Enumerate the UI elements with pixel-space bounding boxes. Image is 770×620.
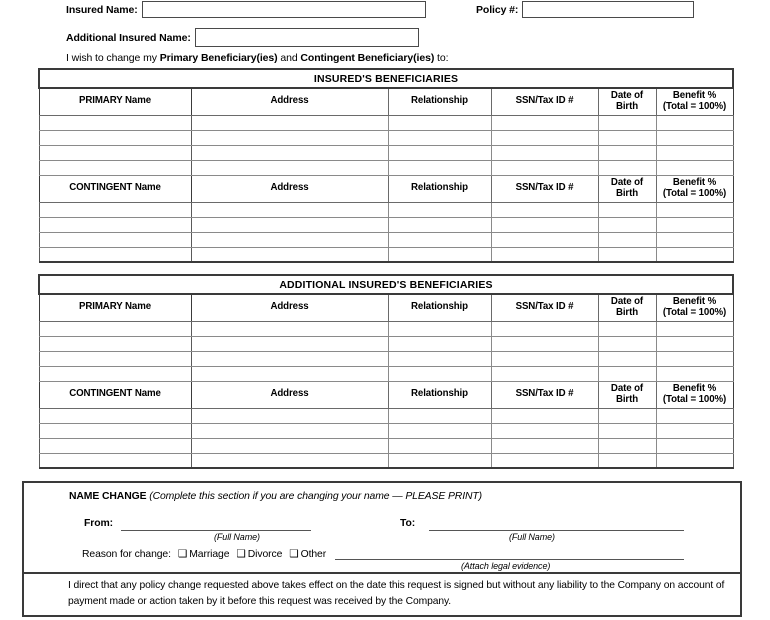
table-row bbox=[39, 366, 733, 381]
cell-relationship[interactable] bbox=[388, 351, 491, 366]
cell-dob[interactable] bbox=[598, 115, 656, 130]
intro-suffix: to: bbox=[434, 52, 449, 64]
cell-address[interactable] bbox=[191, 217, 388, 232]
cell-ssn[interactable] bbox=[491, 423, 598, 438]
cell-ssn[interactable] bbox=[491, 408, 598, 423]
insured-name-row bbox=[66, 1, 426, 18]
col-dob-line2: Birth bbox=[615, 393, 639, 405]
reason-for-change-row bbox=[82, 548, 326, 560]
cell-relationship[interactable] bbox=[388, 366, 491, 381]
col-benefit-percent bbox=[656, 294, 733, 321]
cell-relationship[interactable] bbox=[388, 145, 491, 160]
col-address: Address bbox=[191, 381, 388, 408]
col-benefit-line2: (Total = 100%) bbox=[662, 100, 727, 112]
table-row bbox=[39, 232, 733, 247]
to-full-name-caption: (Full Name) bbox=[509, 532, 555, 542]
cell-address[interactable] bbox=[191, 351, 388, 366]
reason-for-change-label: Reason for change: bbox=[82, 549, 171, 560]
col-dob-line1: Date of bbox=[610, 89, 644, 101]
cell-name[interactable] bbox=[39, 145, 191, 160]
col-ssn-tax-id: SSN/Tax ID # bbox=[491, 88, 598, 115]
name-change-instructions: (Complete this section if you are changing your name — PLEASE PRINT) bbox=[146, 491, 482, 502]
cell-name[interactable] bbox=[39, 366, 191, 381]
cell-relationship[interactable] bbox=[388, 232, 491, 247]
cell-dob[interactable] bbox=[598, 321, 656, 336]
cell-address[interactable] bbox=[191, 438, 388, 453]
cell-benefit[interactable] bbox=[656, 438, 733, 453]
cell-benefit[interactable] bbox=[656, 423, 733, 438]
cell-ssn[interactable] bbox=[491, 130, 598, 145]
cell-relationship[interactable] bbox=[388, 130, 491, 145]
cell-relationship[interactable] bbox=[388, 453, 491, 468]
cell-benefit[interactable] bbox=[656, 130, 733, 145]
cell-dob[interactable] bbox=[598, 247, 656, 262]
table-band-row bbox=[39, 69, 733, 88]
col-relationship: Relationship bbox=[388, 381, 491, 408]
policy-number-label: Policy #: bbox=[476, 3, 519, 16]
col-address: Address bbox=[191, 175, 388, 202]
col-dob-line1: Date of bbox=[610, 176, 644, 188]
attach-legal-evidence-caption: (Attach legal evidence) bbox=[461, 561, 551, 571]
cell-ssn[interactable] bbox=[491, 366, 598, 381]
cell-benefit[interactable] bbox=[656, 145, 733, 160]
cell-relationship[interactable] bbox=[388, 247, 491, 262]
col-contingent-name: CONTINGENT Name bbox=[39, 381, 191, 408]
cell-benefit[interactable] bbox=[656, 232, 733, 247]
cell-name[interactable] bbox=[39, 247, 191, 262]
cell-name[interactable] bbox=[39, 115, 191, 130]
additional-insured-name-label: Additional Insured Name: bbox=[66, 31, 191, 44]
cell-ssn[interactable] bbox=[491, 438, 598, 453]
col-benefit-percent bbox=[656, 88, 733, 115]
cell-relationship[interactable] bbox=[388, 217, 491, 232]
col-ssn-tax-id: SSN/Tax ID # bbox=[491, 175, 598, 202]
cell-address[interactable] bbox=[191, 408, 388, 423]
cell-name[interactable] bbox=[39, 130, 191, 145]
contingent-header-row bbox=[39, 175, 733, 202]
cell-benefit[interactable] bbox=[656, 453, 733, 468]
cell-dob[interactable] bbox=[598, 217, 656, 232]
checkbox-divorce[interactable]: ❑ bbox=[236, 548, 246, 560]
insured-beneficiaries-table bbox=[38, 68, 734, 263]
cell-address[interactable] bbox=[191, 130, 388, 145]
cell-address[interactable] bbox=[191, 232, 388, 247]
table-row bbox=[39, 130, 733, 145]
col-relationship: Relationship bbox=[388, 88, 491, 115]
cell-address[interactable] bbox=[191, 423, 388, 438]
primary-header-row bbox=[39, 88, 733, 115]
col-benefit-percent bbox=[656, 381, 733, 408]
cell-relationship[interactable] bbox=[388, 423, 491, 438]
table-row bbox=[39, 247, 733, 262]
col-contingent-name: CONTINGENT Name bbox=[39, 175, 191, 202]
insured-name-input[interactable] bbox=[142, 1, 426, 18]
table-row bbox=[39, 115, 733, 130]
col-benefit-line1: Benefit % bbox=[672, 89, 717, 101]
name-change-from-label: From: bbox=[84, 518, 113, 529]
cell-name[interactable] bbox=[39, 202, 191, 217]
bottom-section-box bbox=[22, 481, 742, 617]
intro-middle: and bbox=[277, 52, 301, 64]
table-row bbox=[39, 453, 733, 468]
cell-address[interactable] bbox=[191, 247, 388, 262]
col-dob-line1: Date of bbox=[610, 382, 644, 394]
col-benefit-line2: (Total = 100%) bbox=[662, 187, 727, 199]
col-benefit-percent bbox=[656, 175, 733, 202]
cell-relationship[interactable] bbox=[388, 202, 491, 217]
cell-relationship[interactable] bbox=[388, 438, 491, 453]
name-change-to-label: To: bbox=[400, 518, 416, 529]
cell-address[interactable] bbox=[191, 321, 388, 336]
col-dob-line1: Date of bbox=[610, 295, 644, 307]
cell-dob[interactable] bbox=[598, 351, 656, 366]
col-address: Address bbox=[191, 88, 388, 115]
cell-address[interactable] bbox=[191, 453, 388, 468]
cell-name[interactable] bbox=[39, 160, 191, 175]
cell-ssn[interactable] bbox=[491, 453, 598, 468]
col-relationship: Relationship bbox=[388, 175, 491, 202]
col-benefit-line1: Benefit % bbox=[672, 295, 717, 307]
col-benefit-line1: Benefit % bbox=[672, 382, 717, 394]
primary-header-row bbox=[39, 294, 733, 321]
col-address: Address bbox=[191, 294, 388, 321]
cell-ssn[interactable] bbox=[491, 217, 598, 232]
col-benefit-line2: (Total = 100%) bbox=[662, 393, 727, 405]
cell-ssn[interactable] bbox=[491, 336, 598, 351]
reason-other-input[interactable] bbox=[335, 559, 684, 560]
name-change-from-input[interactable] bbox=[121, 530, 311, 531]
cell-ssn[interactable] bbox=[491, 202, 598, 217]
cell-benefit[interactable] bbox=[656, 247, 733, 262]
col-ssn-tax-id: SSN/Tax ID # bbox=[491, 381, 598, 408]
cell-ssn[interactable] bbox=[491, 232, 598, 247]
cell-name[interactable] bbox=[39, 232, 191, 247]
cell-relationship[interactable] bbox=[388, 336, 491, 351]
cell-address[interactable] bbox=[191, 336, 388, 351]
cell-dob[interactable] bbox=[598, 366, 656, 381]
col-dob-line2: Birth bbox=[615, 100, 639, 112]
additional-insured-name-row bbox=[66, 28, 419, 47]
cell-ssn[interactable] bbox=[491, 160, 598, 175]
cell-name[interactable] bbox=[39, 438, 191, 453]
cell-relationship[interactable] bbox=[388, 321, 491, 336]
col-benefit-line1: Benefit % bbox=[672, 176, 717, 188]
col-relationship: Relationship bbox=[388, 294, 491, 321]
cell-benefit[interactable] bbox=[656, 321, 733, 336]
cell-relationship[interactable] bbox=[388, 160, 491, 175]
cell-dob[interactable] bbox=[598, 453, 656, 468]
cell-address[interactable] bbox=[191, 145, 388, 160]
table-row bbox=[39, 160, 733, 175]
name-change-heading: NAME CHANGE bbox=[69, 491, 147, 502]
table-row bbox=[39, 408, 733, 423]
policy-number-row bbox=[476, 1, 694, 18]
table-row bbox=[39, 351, 733, 366]
insured-name-label: Insured Name: bbox=[66, 3, 138, 16]
cell-address[interactable] bbox=[191, 160, 388, 175]
from-full-name-caption: (Full Name) bbox=[214, 532, 260, 542]
col-primary-name: PRIMARY Name bbox=[39, 294, 191, 321]
name-change-section bbox=[24, 483, 740, 574]
intro-primary-beneficiary: Primary Beneficiary(ies) bbox=[159, 52, 278, 64]
col-dob-line2: Birth bbox=[615, 187, 639, 199]
table-band-row bbox=[39, 275, 733, 294]
cell-dob[interactable] bbox=[598, 202, 656, 217]
table-row bbox=[39, 217, 733, 232]
col-dob-line2: Birth bbox=[615, 306, 639, 318]
contingent-header-row bbox=[39, 381, 733, 408]
direction-statement-text: I direct that any policy change requested above takes effect on the date this request is signed but without any liability to the Company on account of payment made or action taken by it before this request was received by the Company. bbox=[68, 580, 725, 607]
table-row bbox=[39, 202, 733, 217]
cell-ssn[interactable] bbox=[491, 247, 598, 262]
cell-ssn[interactable] bbox=[491, 351, 598, 366]
cell-benefit[interactable] bbox=[656, 336, 733, 351]
cell-ssn[interactable] bbox=[491, 145, 598, 160]
option-divorce-label: Divorce bbox=[247, 549, 283, 560]
col-date-of-birth bbox=[598, 294, 656, 321]
checkbox-other[interactable]: ❑ bbox=[289, 548, 299, 560]
additional-insured-beneficiaries-band-title: ADDITIONAL INSURED'S BENEFICIARIES bbox=[39, 275, 733, 294]
name-change-title bbox=[69, 491, 482, 502]
cell-benefit[interactable] bbox=[656, 115, 733, 130]
cell-relationship[interactable] bbox=[388, 115, 491, 130]
intro-contingent-beneficiary: Contingent Beneficiary(ies) bbox=[300, 52, 435, 64]
col-date-of-birth bbox=[598, 88, 656, 115]
cell-dob[interactable] bbox=[598, 423, 656, 438]
intro-prefix: I wish to change my bbox=[66, 52, 160, 64]
table-row bbox=[39, 438, 733, 453]
cell-benefit[interactable] bbox=[656, 202, 733, 217]
cell-name[interactable] bbox=[39, 423, 191, 438]
cell-dob[interactable] bbox=[598, 130, 656, 145]
col-primary-name: PRIMARY Name bbox=[39, 88, 191, 115]
name-change-to-input[interactable] bbox=[429, 530, 684, 531]
cell-benefit[interactable] bbox=[656, 217, 733, 232]
table-row bbox=[39, 321, 733, 336]
option-other-label: Other bbox=[300, 549, 327, 560]
cell-dob[interactable] bbox=[598, 145, 656, 160]
insured-beneficiaries-band-title: INSURED'S BENEFICIARIES bbox=[39, 69, 733, 88]
cell-name[interactable] bbox=[39, 336, 191, 351]
cell-ssn[interactable] bbox=[491, 115, 598, 130]
cell-name[interactable] bbox=[39, 408, 191, 423]
cell-name[interactable] bbox=[39, 217, 191, 232]
additional-insured-name-input[interactable] bbox=[195, 28, 419, 47]
cell-address[interactable] bbox=[191, 202, 388, 217]
additional-insured-beneficiaries-table bbox=[38, 274, 734, 469]
cell-benefit[interactable] bbox=[656, 408, 733, 423]
cell-relationship[interactable] bbox=[388, 408, 491, 423]
cell-dob[interactable] bbox=[598, 232, 656, 247]
cell-address[interactable] bbox=[191, 366, 388, 381]
col-date-of-birth bbox=[598, 175, 656, 202]
cell-benefit[interactable] bbox=[656, 366, 733, 381]
direction-statement-section bbox=[24, 574, 740, 615]
cell-dob[interactable] bbox=[598, 408, 656, 423]
table-row bbox=[39, 145, 733, 160]
cell-benefit[interactable] bbox=[656, 351, 733, 366]
cell-benefit[interactable] bbox=[656, 160, 733, 175]
col-benefit-line2: (Total = 100%) bbox=[662, 306, 727, 318]
cell-name[interactable] bbox=[39, 453, 191, 468]
checkbox-marriage[interactable]: ❑ bbox=[177, 548, 188, 560]
cell-name[interactable] bbox=[39, 321, 191, 336]
cell-ssn[interactable] bbox=[491, 321, 598, 336]
option-marriage-label: Marriage bbox=[189, 549, 230, 560]
cell-name[interactable] bbox=[39, 351, 191, 366]
policy-number-input[interactable] bbox=[522, 1, 694, 18]
cell-dob[interactable] bbox=[598, 438, 656, 453]
cell-dob[interactable] bbox=[598, 160, 656, 175]
col-date-of-birth bbox=[598, 381, 656, 408]
cell-address[interactable] bbox=[191, 115, 388, 130]
col-ssn-tax-id: SSN/Tax ID # bbox=[491, 294, 598, 321]
beneficiary-change-intro bbox=[66, 52, 448, 64]
table-row bbox=[39, 336, 733, 351]
table-row bbox=[39, 423, 733, 438]
cell-dob[interactable] bbox=[598, 336, 656, 351]
